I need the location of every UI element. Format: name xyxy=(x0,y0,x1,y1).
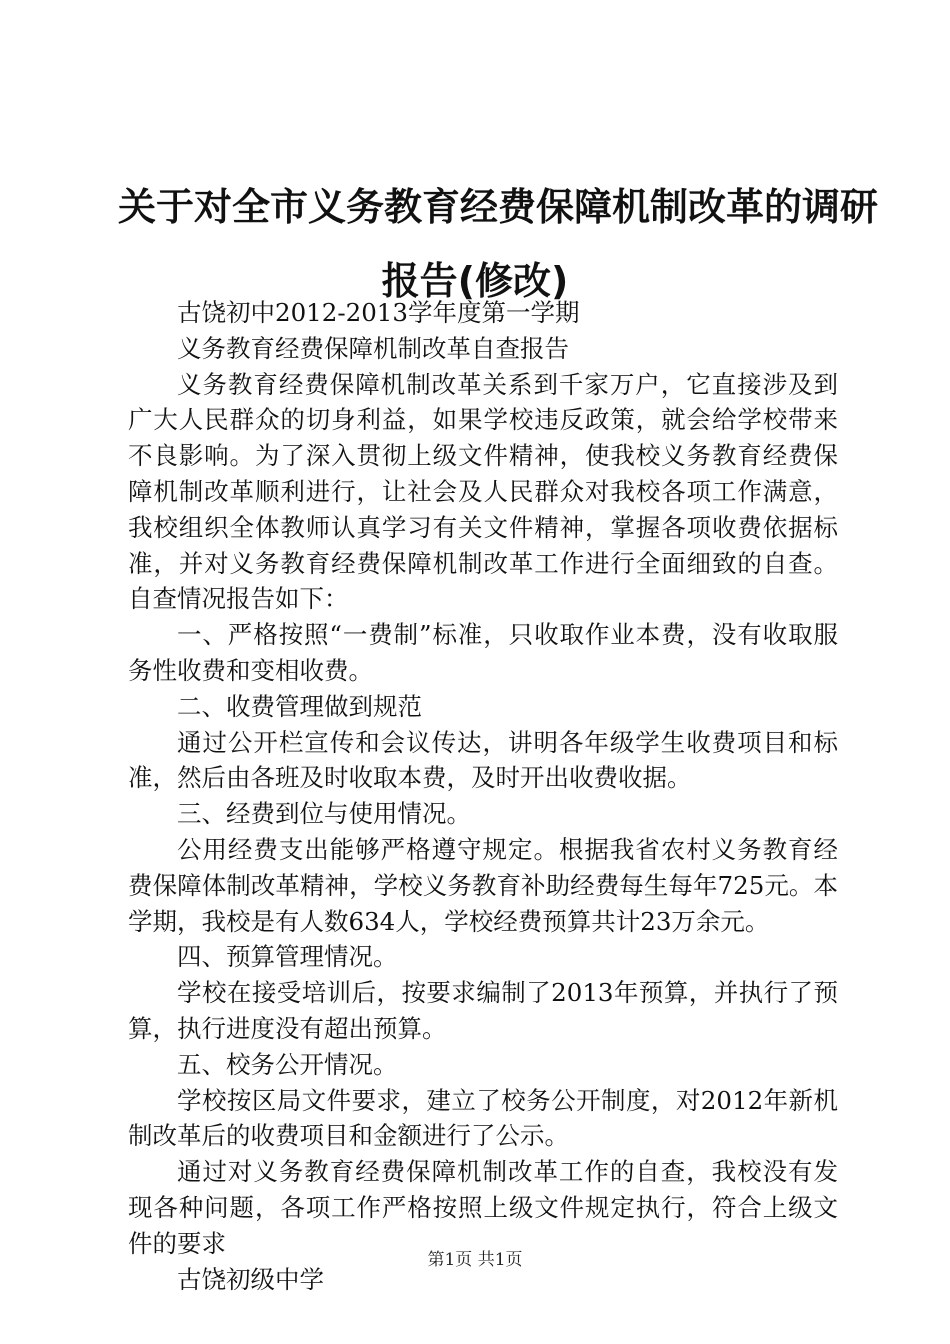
paragraph-section-4-body: 学校在接受培训后，按要求编制了2013年预算，并执行了预算，执行进度没有超出预算。 xyxy=(128,978,838,1043)
document-body xyxy=(128,295,838,1297)
title-line-1: 关于对全市义务教育经费保障机制改革的调研 xyxy=(118,185,879,229)
paragraph-conclusion: 通过对义务教育经费保障机制改革工作的自查，我校没有发现各种问题，各项工作严格按照上级文件规定执行，符合上级文件的要求 xyxy=(128,1157,838,1258)
paragraph-section-3-body: 公用经费支出能够严格遵守规定。根据我省农村义务教育经费保障体制改革精神，学校义务教育补助经费每生每年725元。本学期，我校是有人数634人，学校经费预算共计23万余元。 xyxy=(128,834,838,936)
paragraph-section-3-heading: 三、经费到位与使用情况。 xyxy=(177,799,471,829)
paragraph-section-5-heading: 五、校务公开情况。 xyxy=(177,1049,398,1079)
paragraph-signature: 古饶初级中学 xyxy=(177,1264,324,1294)
paragraph-section-2-body: 通过公开栏宣传和会议传达，讲明各年级学生收费项目和标准，然后由各班及时收取本费，及时开出收费收据。 xyxy=(128,727,838,793)
paragraph-school-term: 古饶初中2012-2013学年度第一学期 xyxy=(177,298,580,327)
paragraph-section-5-body: 学校按区局文件要求，建立了校务公开制度，对2012年新机制改革后的收费项目和金额进行了公示。 xyxy=(128,1085,838,1151)
paragraph-section-4-heading: 四、预算管理情况。 xyxy=(177,942,398,972)
title-line-2: 报告(修改) xyxy=(381,259,569,303)
paragraph-section-2-heading: 二、收费管理做到规范 xyxy=(177,691,422,721)
paragraph-section-1: 一、严格按照“一费制”标准，只收取作业本费，没有收取服务性收费和变相收费。 xyxy=(128,620,838,685)
page-footer: 第1页 共1页 xyxy=(427,1250,523,1270)
paragraph-report-title: 义务教育经费保障机制改革自查报告 xyxy=(177,333,569,363)
paragraph-intro: 义务教育经费保障机制改革关系到千家万户，它直接涉及到广大人民群众的切身利益，如果学校违反政策，就会给学校带来不良影响。为了深入贯彻上级文件精神，使我校义务教育经费保障机制改革顺利进行，让社会及人民群众对我校各项工作满意，我校组织全体教师认真学习有关文件精神，掌握各项收费依据标准，并对义务教育经费保障机制改革工作进行全面细致的自查。自查情况报告如下： xyxy=(128,369,838,614)
